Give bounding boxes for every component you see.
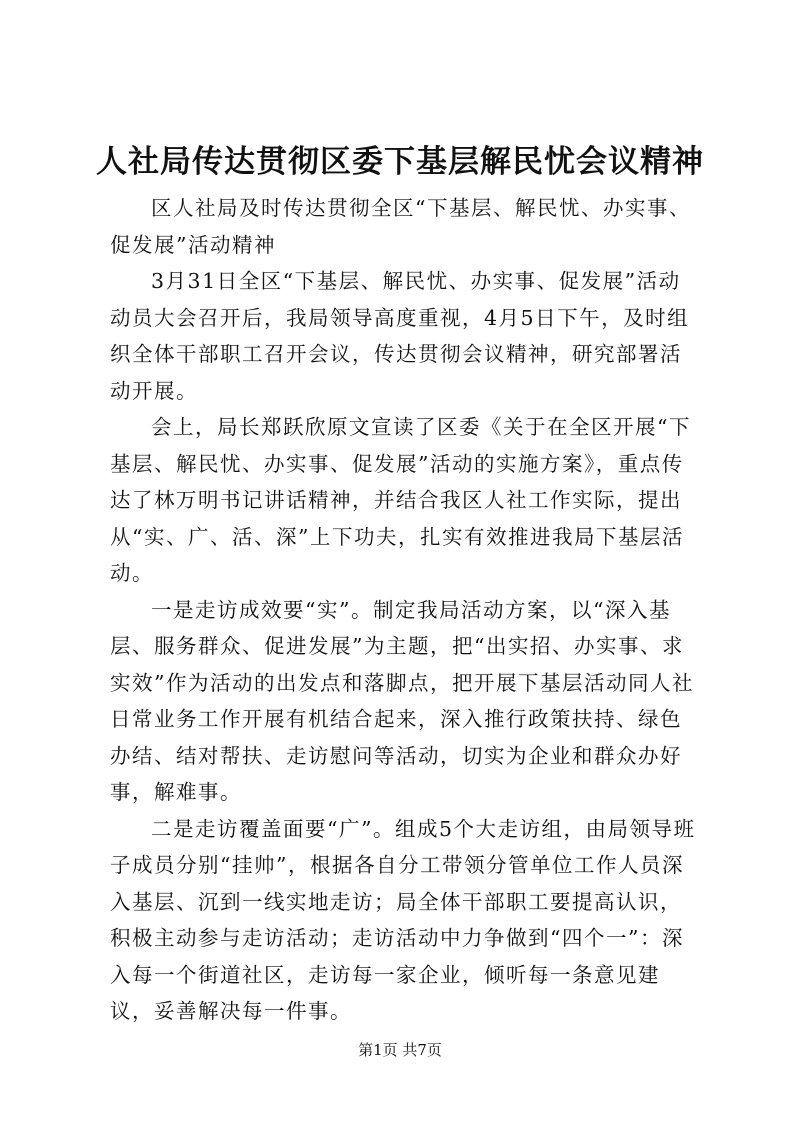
document-body [110,190,700,1030]
paragraph: 3月31日全区“下基层、解民忧、办实事、促发展”活动动员大会召开后，我局领导高度重视，4月5日下午，及时组织全体干部职工召开会议，传达贯彻会议精神，研究部署活动开展。 [110,269,690,403]
paragraph: 会上，局长郑跃欣原文宣读了区委《关于在全区开展“下基层、解民忧、办实事、促发展”活动的实施方案》，重点传达了林万明书记讲话精神，并结合我区人社工作实际，提出从“实、广、活、深”上下功夫，扎实有效推进我局下基层活动。 [110,415,691,585]
page-number-footer: 第1页 共7页 [358,1041,442,1059]
paragraph: 区人社局及时传达贯彻全区“下基层、解民忧、办实事、促发展”活动精神 [110,196,691,257]
document-title: 人社局传达贯彻区委下基层解民忧会议精神 [96,144,704,180]
paragraph: 一是走访成效要“实”。制定我局活动方案，以“深入基层、服务群众、促进发展”为主题，把“出实招、办实事、求实效”作为活动的出发点和落脚点，把开展下基层活动同人社日常业务工作开展有机结合起来，深入推行政策扶持、绿色办结、结对帮扶、走访慰问等活动，切实为企业和群众办好事，解难事。 [110,597,694,804]
paragraph: 二是走访覆盖面要“广”。组成5个大走访组，由局领导班子成员分别“挂帅”，根据各自分工带领分管单位工作人员深入基层、沉到一线实地走访；局全体干部职工要提高认识，积极主动参与走访活动；走访活动中力争做到“四个一”：深入每一个街道社区，走访每一家企业，倾听每一条意见建议，妥善解决每一件事。 [110,816,696,1023]
